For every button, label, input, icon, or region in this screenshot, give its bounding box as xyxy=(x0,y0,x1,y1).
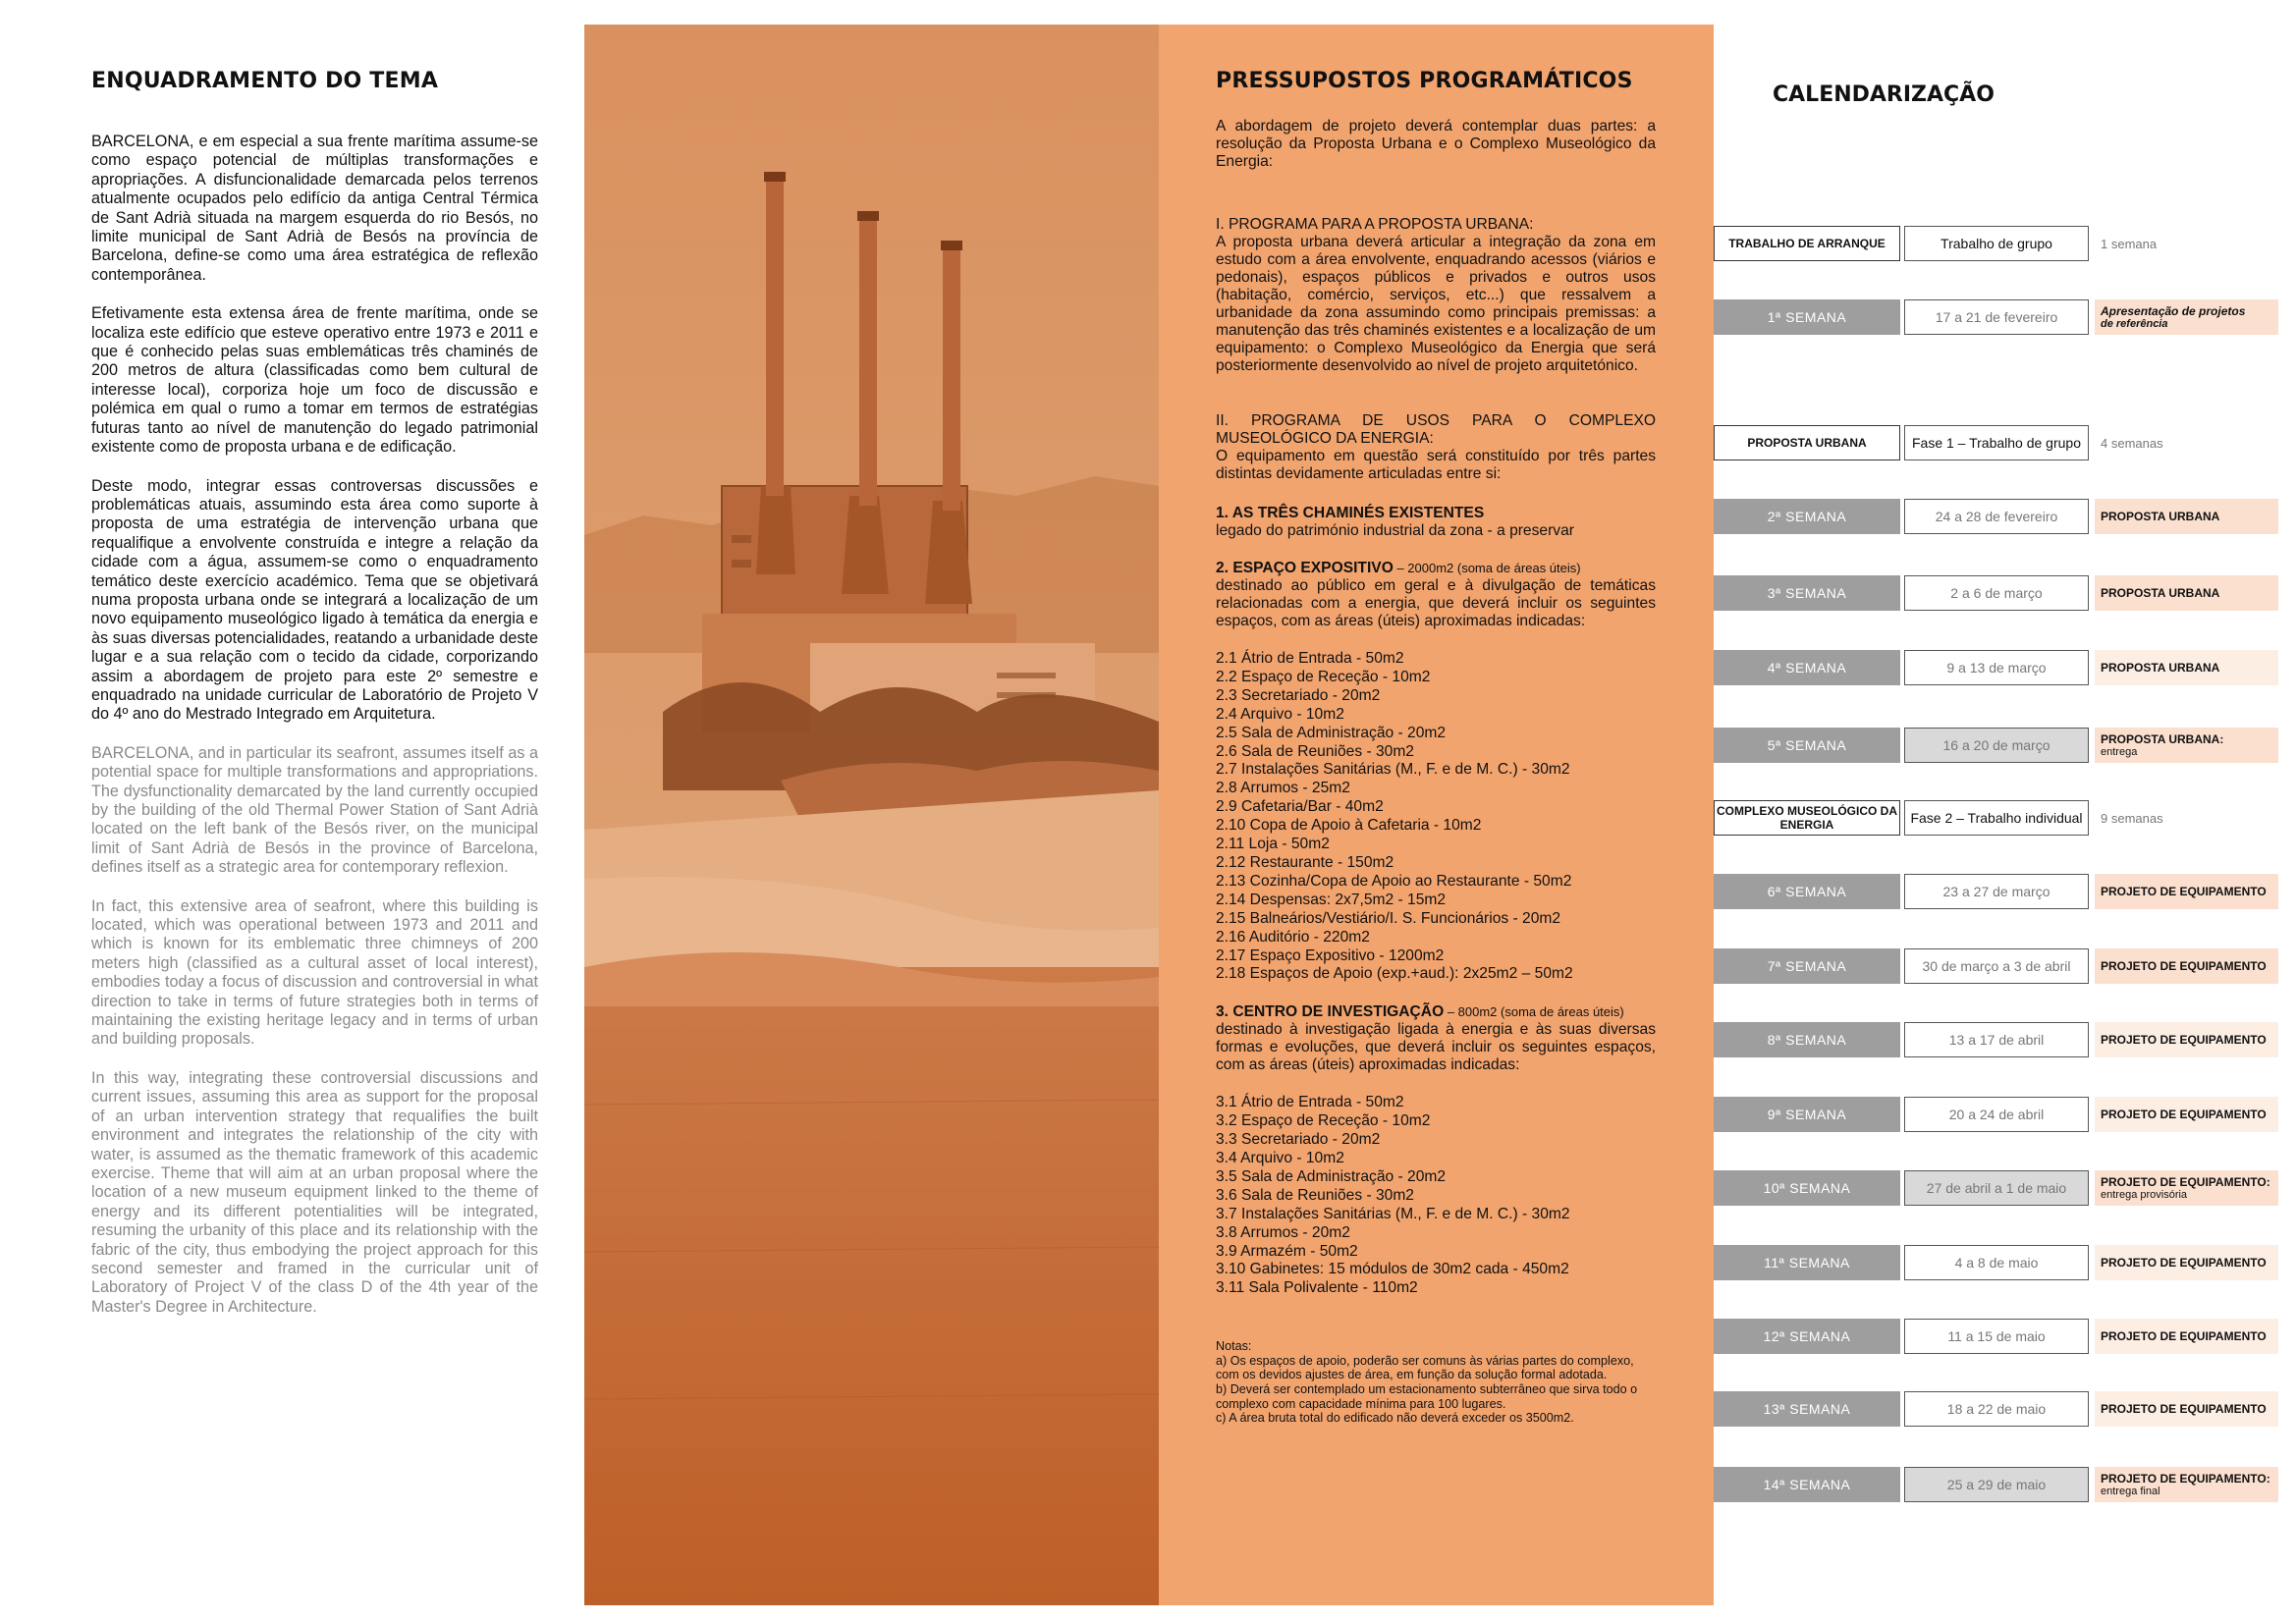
list-item: 2.14 Despensas: 2x7,5m2 - 15m2 xyxy=(1216,891,1447,908)
phase-duration xyxy=(2095,800,2278,836)
list-item: 3.8 Arrumos - 20m2 xyxy=(1216,1223,1350,1241)
list-item: 2.13 Cozinha/Copa de Apoio ao Restaurante - 50m2 xyxy=(1216,872,1572,890)
list-item: 3.1 Átrio de Entrada - 50m2 xyxy=(1216,1094,1404,1111)
section-1-title: 1. AS TRÊS CHAMINÉS EXISTENTES xyxy=(1216,505,1485,521)
week-dates: 20 a 24 de abril xyxy=(1904,1097,2089,1132)
section-3-heading xyxy=(1216,1003,1656,1021)
list-item: 2.5 Sala de Administração - 20m2 xyxy=(1216,724,1447,741)
section-1-text: legado do património industrial da zona - a preservar xyxy=(1216,522,1574,539)
week-task xyxy=(2095,1391,2278,1427)
week-task xyxy=(2095,948,2278,984)
task-sublabel: entrega xyxy=(2101,746,2138,758)
list-item: 2.11 Loja - 50m2 xyxy=(1216,836,1330,853)
research-center-list xyxy=(1216,1094,1656,1298)
notes-title: Notas: xyxy=(1216,1339,1252,1354)
exhibition-space-list xyxy=(1216,650,1656,984)
task-label: Apresentação de projetos xyxy=(2101,304,2246,318)
week-dates: 13 a 17 de abril xyxy=(1904,1022,2089,1057)
phase-label: TRABALHO DE ARRANQUE xyxy=(1714,226,1900,261)
section-2-text: destinado ao público em geral e à divulgação de temáticas relacionadas com a energia, que deverá incluir os seguintes espaços, com as áreas (úteis) aproximadas indicadas: xyxy=(1216,577,1656,629)
phase-type: Fase 1 – Trabalho de grupo xyxy=(1904,425,2089,460)
list-item: 3.5 Sala de Administração - 20m2 xyxy=(1216,1167,1447,1185)
calendar-row xyxy=(1714,575,2278,611)
list-item: 2.18 Espaços de Apoio (exp.+aud.): 2x25m2 – 50m2 xyxy=(1216,965,1573,983)
week-task xyxy=(2095,874,2278,909)
phase-label: PROPOSTA URBANA xyxy=(1714,425,1900,460)
phase-duration xyxy=(2095,425,2278,460)
week-task xyxy=(2095,728,2278,763)
week-dates: 11 a 15 de maio xyxy=(1904,1319,2089,1354)
task-label: PROJETO DE EQUIPAMENTO xyxy=(2101,1108,2267,1121)
week-dates: 4 a 8 de maio xyxy=(1904,1245,2089,1280)
task-label: PROJETO DE EQUIPAMENTO: xyxy=(2101,1472,2270,1486)
task-label: PROPOSTA URBANA xyxy=(2101,586,2220,600)
list-item: 2.7 Instalações Sanitárias (M., F. e de M. C.) - 30m2 xyxy=(1216,761,1570,779)
task-sublabel: de referência xyxy=(2101,318,2168,330)
phase-duration xyxy=(2095,226,2278,261)
calendar-row xyxy=(1714,874,2278,909)
calendar-row xyxy=(1714,948,2278,984)
task-label: PROPOSTA URBANA: xyxy=(2101,732,2224,746)
list-item: 3.3 Secretariado - 20m2 xyxy=(1216,1131,1381,1149)
section-2-heading xyxy=(1216,560,1656,577)
phase-type: Fase 2 – Trabalho individual xyxy=(1904,800,2089,836)
power-station-photo xyxy=(584,25,1159,1605)
week-dates: 24 a 28 de fevereiro xyxy=(1904,499,2089,534)
task-label: PROJETO DE EQUIPAMENTO xyxy=(2101,1329,2267,1343)
week-label: 9ª SEMANA xyxy=(1714,1097,1900,1132)
calendar-row xyxy=(1714,1022,2278,1057)
week-dates: 9 a 13 de março xyxy=(1904,650,2089,685)
section-title-pressupostos: PRESSUPOSTOS PROGRAMÁTICOS xyxy=(1216,69,1633,93)
week-label: 14ª SEMANA xyxy=(1714,1467,1900,1502)
week-task xyxy=(2095,299,2278,335)
list-item: 2.3 Secretariado - 20m2 xyxy=(1216,686,1381,704)
week-label: 5ª SEMANA xyxy=(1714,728,1900,763)
week-task xyxy=(2095,575,2278,611)
task-label: 1 semana xyxy=(2101,236,2158,251)
calendar-row xyxy=(1714,650,2278,685)
calendar-row xyxy=(1714,1467,2278,1502)
program-2-title: II. PROGRAMA DE USOS PARA O COMPLEXO MUSEOLÓGICO DA ENERGIA: xyxy=(1216,412,1656,447)
paragraph-en-1: BARCELONA, and in particular its seafront, assumes itself as a potential space for multiple transformations and appropriations. The dysfunctionality demarcated by the land currently occupied by the building of the old Thermal Power Station of Sant Adrià located on the left bank of the Besós river, on the municipal limit of Sant Adrià de Besós in the province of Barcelona, defines itself as a strategic area for contemporary reflexion. xyxy=(91,743,538,877)
list-item: 3.10 Gabinetes: 15 módulos de 30m2 cada - 450m2 xyxy=(1216,1261,1569,1278)
task-label: PROJETO DE EQUIPAMENTO xyxy=(2101,1256,2267,1270)
week-task xyxy=(2095,1319,2278,1354)
task-label: 4 semanas xyxy=(2101,435,2163,451)
calendar-row xyxy=(1714,425,2278,460)
list-item: 2.4 Arquivo - 10m2 xyxy=(1216,705,1344,723)
section-title-enquadramento: ENQUADRAMENTO DO TEMA xyxy=(91,69,439,93)
week-label: 11ª SEMANA xyxy=(1714,1245,1900,1280)
week-dates: 18 a 22 de maio xyxy=(1904,1391,2089,1427)
left-column xyxy=(91,69,538,1336)
week-label: 10ª SEMANA xyxy=(1714,1170,1900,1206)
paragraph-en-2: In fact, this extensive area of seafront, where this building is located, which was operational between 1973 and 2011 and which is known for its emblematic three chimneys of 200 meters high (classified as a cultural asset of local interest), embodies today a focus of discussion and controversial in what direction to take in terms of future strategies both in terms of maintaining the existing heritage legacy and in terms of urban and building proposals. xyxy=(91,896,538,1049)
calendar-row xyxy=(1714,1170,2278,1206)
week-task xyxy=(2095,1097,2278,1132)
week-label: 12ª SEMANA xyxy=(1714,1319,1900,1354)
week-label: 6ª SEMANA xyxy=(1714,874,1900,909)
paragraph-en-3: In this way, integrating these controversial discussions and current issues, assuming this area as support for the proposal of an urban intervention strategy that requalifies the built environment and integrates the relationship of the city with water, is assumed as the thematic framework of this academic exercise. Theme that will aim at an urban proposal where the location of a new museum equipment linked to the theme of energy and its different potentialities will be integrated, resuming the urbanity of this place and its relationship with the fabric of the city, thus embodying the project approach for this second semester and framed in the curricular unit of Laboratory of Project V of the class D of the 4th year of the Master's Degree in Architecture. xyxy=(91,1068,538,1316)
week-task xyxy=(2095,1467,2278,1502)
task-sublabel: entrega final xyxy=(2101,1486,2160,1497)
week-label: 7ª SEMANA xyxy=(1714,948,1900,984)
list-item: 3.9 Armazém - 50m2 xyxy=(1216,1242,1358,1260)
paragraph-pt-1: BARCELONA, e em especial a sua frente marítima assume-se como espaço potencial de múltiplas transformações e apropriações. A disfuncionalidade demarcada pelos terrenos atualmente ocupados pelo edifício da antiga Central Térmica de Sant Adrià situada na margem esquerda do rio Besós, no limite municipal de Sant Adrià de Besós na província de Barcelona, define-se como uma área estratégica de reflexão contemporânea. xyxy=(91,133,538,284)
week-dates: 30 de março a 3 de abril xyxy=(1904,948,2089,984)
list-item: 3.4 Arquivo - 10m2 xyxy=(1216,1150,1344,1167)
program-2-text: O equipamento em questão será constituído por três partes distintas devidamente articuladas entre si: xyxy=(1216,448,1656,482)
week-label: 1ª SEMANA xyxy=(1714,299,1900,335)
list-item: 2.10 Copa de Apoio à Cafetaria - 10m2 xyxy=(1216,817,1482,835)
list-item: 2.1 Átrio de Entrada - 50m2 xyxy=(1216,650,1404,667)
list-item: 2.9 Cafetaria/Bar - 40m2 xyxy=(1216,798,1384,816)
task-sublabel: entrega provisória xyxy=(2101,1189,2188,1201)
calendar-row xyxy=(1714,1319,2278,1354)
note-a: a) Os espaços de apoio, poderão ser comuns às várias partes do complexo, com os devidos ajustes de área, em função da solução formal adotada. xyxy=(1216,1353,1634,1382)
list-item: 2.8 Arrumos - 25m2 xyxy=(1216,780,1350,797)
task-label: 9 semanas xyxy=(2101,810,2163,826)
week-label: 3ª SEMANA xyxy=(1714,575,1900,611)
week-label: 8ª SEMANA xyxy=(1714,1022,1900,1057)
program-1-title: I. PROGRAMA PARA A PROPOSTA URBANA: xyxy=(1216,216,1534,233)
intro-text: A abordagem de projeto deverá contemplar duas partes: a resolução da Proposta Urbana e o Complexo Museológico da Energia: xyxy=(1216,118,1656,170)
phase-label: COMPLEXO MUSEOLÓGICO DA ENERGIA xyxy=(1714,800,1900,836)
calendar-row xyxy=(1714,226,2278,261)
calendar-row xyxy=(1714,1097,2278,1132)
list-item: 2.2 Espaço de Receção - 10m2 xyxy=(1216,668,1431,685)
section-3-text: destinado à investigação ligada à energia e às suas diversas formas e evoluções, que deverá incluir os seguintes espaços, com as áreas (úteis) aproximadas indicadas: xyxy=(1216,1021,1656,1074)
task-label: PROJETO DE EQUIPAMENTO xyxy=(2101,959,2267,973)
week-label: 4ª SEMANA xyxy=(1714,650,1900,685)
calendar-row xyxy=(1714,800,2278,836)
task-label: PROPOSTA URBANA xyxy=(2101,661,2220,675)
task-label: PROJETO DE EQUIPAMENTO xyxy=(2101,885,2267,898)
paragraph-pt-3: Deste modo, integrar essas controversas discussões e problemáticas atuais, assumindo esta área como suporte à proposta de uma estratégia de intervenção urbana que requalifique a envolvente construída e integre a relação da cidade com a água, assumem-se como o enquadramento temático deste exercício académico. Tema que se objetivará numa proposta urbana onde se integrará a localização de um novo equipamento museológico ligado à temática da energia e às suas diversas potencialidades, reatando a urbanidade deste lugar e a sua relação com o tecido da cidade, corporizando assim a abordagem de projeto para este 2º semestre e enquadrado na unidade curricular de Laboratório de Projeto V do 4º ano do Mestrado Integrado em Arquitetura. xyxy=(91,476,538,724)
phase-type: Trabalho de grupo xyxy=(1904,226,2089,261)
calendar-row xyxy=(1714,1245,2278,1280)
section-3-title: 3. CENTRO DE INVESTIGAÇÃO xyxy=(1216,1003,1445,1021)
week-dates: 17 a 21 de fevereiro xyxy=(1904,299,2089,335)
list-item: 2.17 Espaço Expositivo - 1200m2 xyxy=(1216,946,1445,964)
week-task xyxy=(2095,1245,2278,1280)
list-item: 3.6 Sala de Reuniões - 30m2 xyxy=(1216,1186,1414,1204)
week-label: 2ª SEMANA xyxy=(1714,499,1900,534)
note-c: c) A área bruta total do edificado não deverá exceder os 3500m2. xyxy=(1216,1411,1574,1426)
list-item: 3.2 Espaço de Receção - 10m2 xyxy=(1216,1112,1431,1130)
program-1-text: A proposta urbana deverá articular a integração da zona em estudo com a área envolvente, enquadrando acessos (viários e pedonais), espaços públicos e privados e outros usos (habitação, comércio, serviços, etc...) que ressalvem a urbanidade da zona assumindo como principais premissas: a manutenção das três chaminés existentes e a localização de um equipamento: o Complexo Museológico da Energia que será posteriormente desenvolvido ao nível de projeto arquitetónico. xyxy=(1216,234,1656,374)
power-station-illustration xyxy=(584,25,1159,1605)
middle-column xyxy=(1216,69,1656,1426)
week-dates: 16 a 20 de março xyxy=(1904,728,2089,763)
section-title-calendarizacao: CALENDARIZAÇÃO xyxy=(1773,82,1995,107)
section-2-title: 2. ESPAÇO EXPOSITIVO xyxy=(1216,560,1394,576)
task-label: PROJETO DE EQUIPAMENTO xyxy=(2101,1033,2267,1047)
note-b: b) Deverá ser contemplado um estacionamento subterrâneo que sirva todo o complexo com capacidade mínima para 100 lugares. xyxy=(1216,1382,1638,1411)
paragraph-pt-2: Efetivamente esta extensa área de frente marítima, onde se localiza este edifício que esteve operativo entre 1973 e 2011 e que é conhecido pelas suas emblemáticas três chaminés de 200 metros de altura (classificadas como bem cultural de interesse local), corporiza hoje um foco de discussão e polémica em qual o rumo a tomar em termos de estratégias futuras tanto ao nível de manutenção do legado patrimonial existente como de proposta urbana e de edificação. xyxy=(91,304,538,457)
calendar-row xyxy=(1714,728,2278,763)
list-item: 2.12 Restaurante - 150m2 xyxy=(1216,853,1394,871)
section-2-area: – 2000m2 (soma de áreas úteis) xyxy=(1393,561,1581,575)
list-item: 3.11 Sala Polivalente - 110m2 xyxy=(1216,1279,1418,1297)
week-dates: 23 a 27 de março xyxy=(1904,874,2089,909)
week-dates: 25 a 29 de maio xyxy=(1904,1467,2089,1502)
calendar-row xyxy=(1714,1391,2278,1427)
list-item: 2.6 Sala de Reuniões - 30m2 xyxy=(1216,742,1414,760)
task-label: PROJETO DE EQUIPAMENTO: xyxy=(2101,1175,2270,1189)
week-label: 13ª SEMANA xyxy=(1714,1391,1900,1427)
calendar-row xyxy=(1714,299,2278,335)
week-task xyxy=(2095,650,2278,685)
week-dates: 27 de abril a 1 de maio xyxy=(1904,1170,2089,1206)
section-3-area: – 800m2 (soma de áreas úteis) xyxy=(1444,1004,1624,1020)
week-task xyxy=(2095,499,2278,534)
calendar-row xyxy=(1714,499,2278,534)
task-label: PROPOSTA URBANA xyxy=(2101,510,2220,523)
week-task xyxy=(2095,1170,2278,1206)
week-dates: 2 a 6 de março xyxy=(1904,575,2089,611)
task-label: PROJETO DE EQUIPAMENTO xyxy=(2101,1402,2267,1416)
list-item: 3.7 Instalações Sanitárias (M., F. e de M. C.) - 30m2 xyxy=(1216,1205,1570,1222)
week-task xyxy=(2095,1022,2278,1057)
list-item: 2.15 Balneários/Vestiário/I. S. Funcionários - 20m2 xyxy=(1216,909,1561,927)
list-item: 2.16 Auditório - 220m2 xyxy=(1216,928,1370,946)
